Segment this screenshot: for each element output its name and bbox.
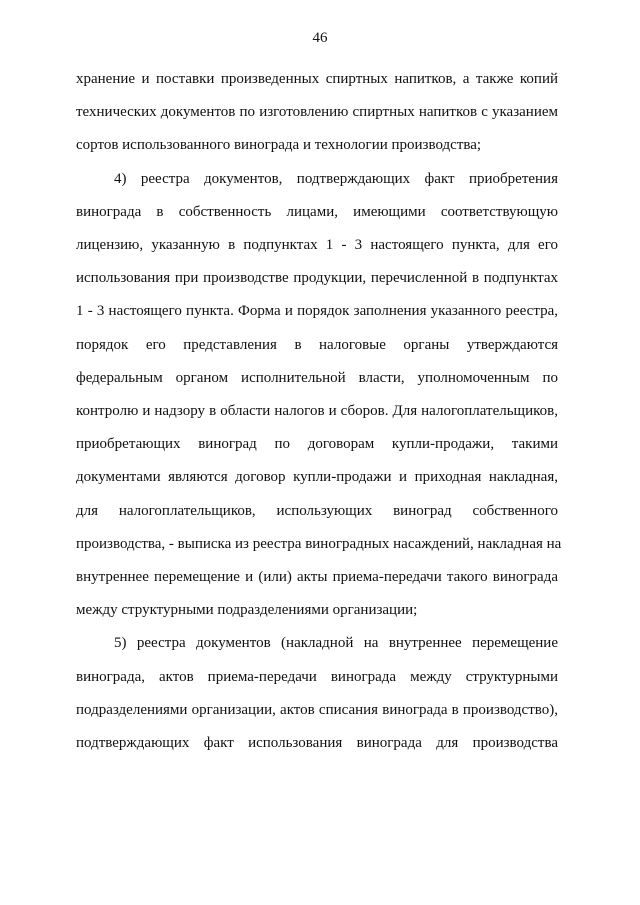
text-line: использования при производстве продукции, перечисленной в подпунктах	[76, 270, 558, 287]
text-line: 1 - 3 настоящего пункта. Форма и порядок заполнения указанного реестра,	[76, 303, 558, 320]
text-line: винограда, актов приема-передачи винограда между структурными	[76, 668, 558, 685]
text-line: подтверждающих факт использования винограда для производства	[76, 735, 558, 752]
text-line: контролю и надзору в области налогов и сборов. Для налогоплательщиков,	[76, 403, 558, 420]
text-line: 4) реестра документов, подтверждающих факт приобретения	[114, 170, 558, 187]
text-line: сортов использованного винограда и технологии производства;	[76, 137, 482, 154]
text-line: хранение и поставки произведенных спиртных напитков, а также копий	[76, 71, 558, 87]
text-line: для налогоплательщиков, использующих виноград собственного	[76, 502, 558, 519]
text-line: винограда в собственность лицами, имеющими соответствующую	[76, 203, 558, 220]
text-line: подразделениями организации, актов списания винограда в производство),	[76, 701, 558, 718]
text-line: приобретающих виноград по договорам купли-продажи, такими	[76, 436, 558, 453]
text-line: порядок его представления в налоговые органы утверждаются	[76, 336, 558, 353]
text-line: производства, - выписка из реестра виноградных насаждений, накладная на	[76, 535, 562, 552]
text-line: документами являются договор купли-продажи и приходная накладная,	[76, 469, 558, 486]
text-line: между структурными подразделениями организации;	[76, 602, 418, 619]
document-body	[76, 63, 562, 760]
text-line: технических документов по изготовлению спиртных напитков с указанием	[76, 104, 558, 121]
text-line: 5) реестра документов (накладной на внутреннее перемещение	[114, 635, 558, 652]
text-line: внутреннее перемещение и (или) акты приема-передачи такого винограда	[76, 569, 558, 586]
paragraph-continuation	[76, 63, 558, 163]
paragraph-item-4	[76, 163, 562, 628]
paragraph-item-5	[76, 627, 558, 760]
text-line: федеральным органом исполнительной власти, уполномоченным по	[76, 369, 558, 386]
page-number: 46	[312, 30, 328, 46]
text-line: лицензию, указанную в подпунктах 1 - 3 настоящего пункта, для его	[76, 237, 558, 254]
